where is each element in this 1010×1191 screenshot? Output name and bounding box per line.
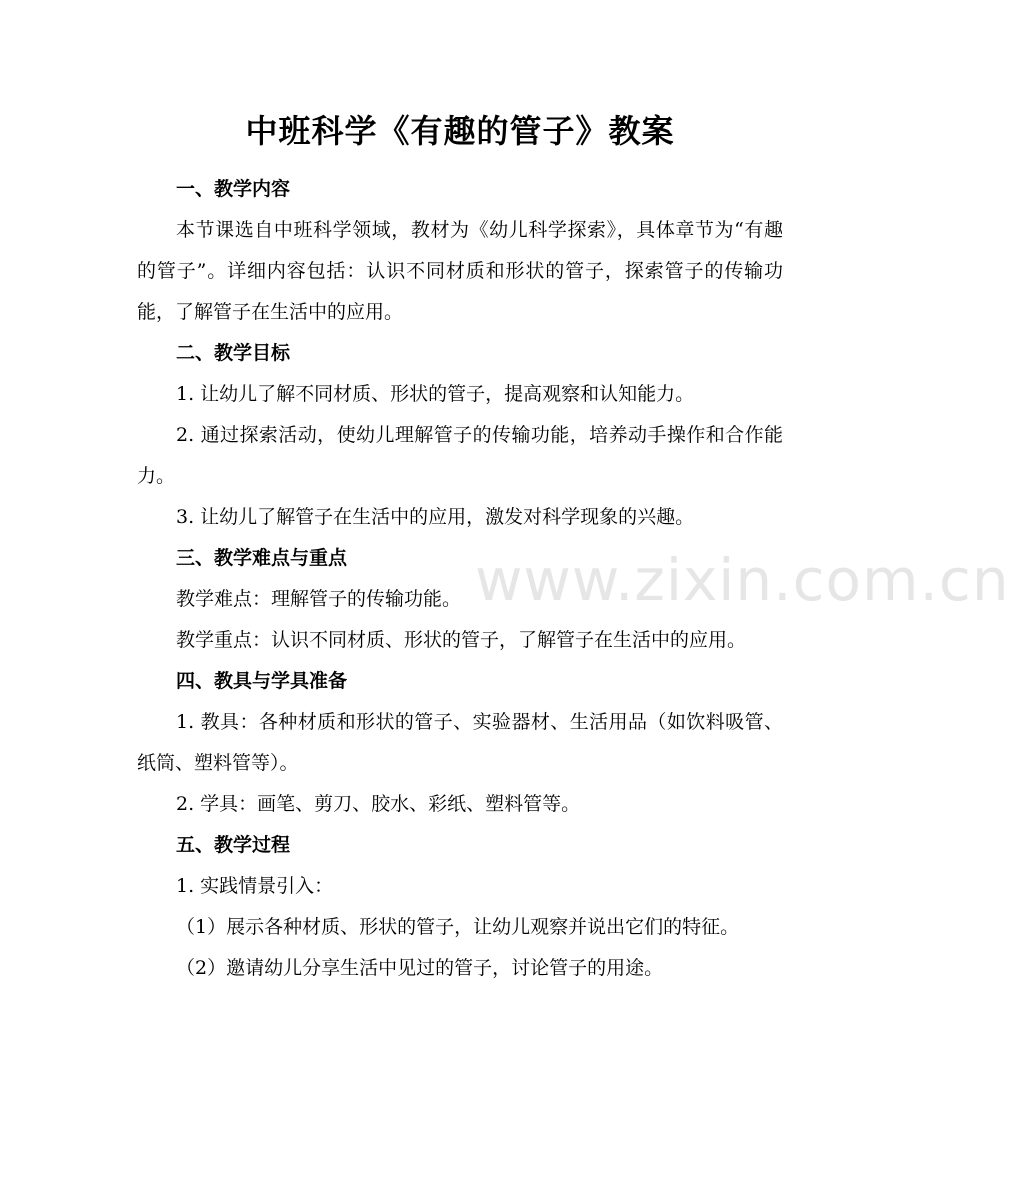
- objective-item-2: 2. 通过探索活动，使幼儿理解管子的传输功能，培养动手操作和合作能力。: [137, 424, 783, 487]
- section-heading-process: 五、教学过程: [176, 834, 291, 856]
- teaching-difficulty: 教学难点：理解管子的传输功能。: [176, 588, 462, 610]
- watermark-text: www.zixin.com.cn: [475, 546, 1010, 614]
- paragraph-content-description: 本节课选自中班科学领域，教材为《幼儿科学探索》，具体章节为“有趣的管子”。详细内容包括：认识不同材质和形状的管子，探索管子的传输功能，了解管子在生活中的应用。: [137, 219, 783, 323]
- section-heading-content: 一、教学内容: [176, 178, 291, 200]
- objective-item-3: 3. 让幼儿了解管子在生活中的应用，激发对科学现象的兴趣。: [176, 506, 695, 528]
- materials-item-1: 1. 教具：各种材质和形状的管子、实验器材、生活用品（如饮料吸管、纸筒、塑料管等）。: [137, 711, 783, 774]
- process-substep-2: （2）邀请幼儿分享生活中见过的管子，讨论管子的用途。: [176, 957, 664, 979]
- materials-item-2: 2. 学具：画笔、剪刀、胶水、彩纸、塑料管等。: [176, 793, 581, 815]
- teaching-focus: 教学重点：认识不同材质、形状的管子，了解管子在生活中的应用。: [176, 629, 747, 651]
- document-title: 中班科学《有趣的管子》教案: [245, 112, 675, 150]
- document-body: [137, 169, 783, 989]
- section-heading-materials: 四、教具与学具准备: [176, 670, 348, 692]
- objective-item-1: 1. 让幼儿了解不同材质、形状的管子，提高观察和认知能力。: [176, 383, 695, 405]
- process-substep-1: （1）展示各种材质、形状的管子，让幼儿观察并说出它们的特征。: [176, 916, 740, 938]
- section-heading-objectives: 二、教学目标: [176, 342, 291, 364]
- process-step-1: 1. 实践情景引入：: [176, 875, 334, 897]
- section-heading-difficulties: 三、教学难点与重点: [176, 547, 348, 569]
